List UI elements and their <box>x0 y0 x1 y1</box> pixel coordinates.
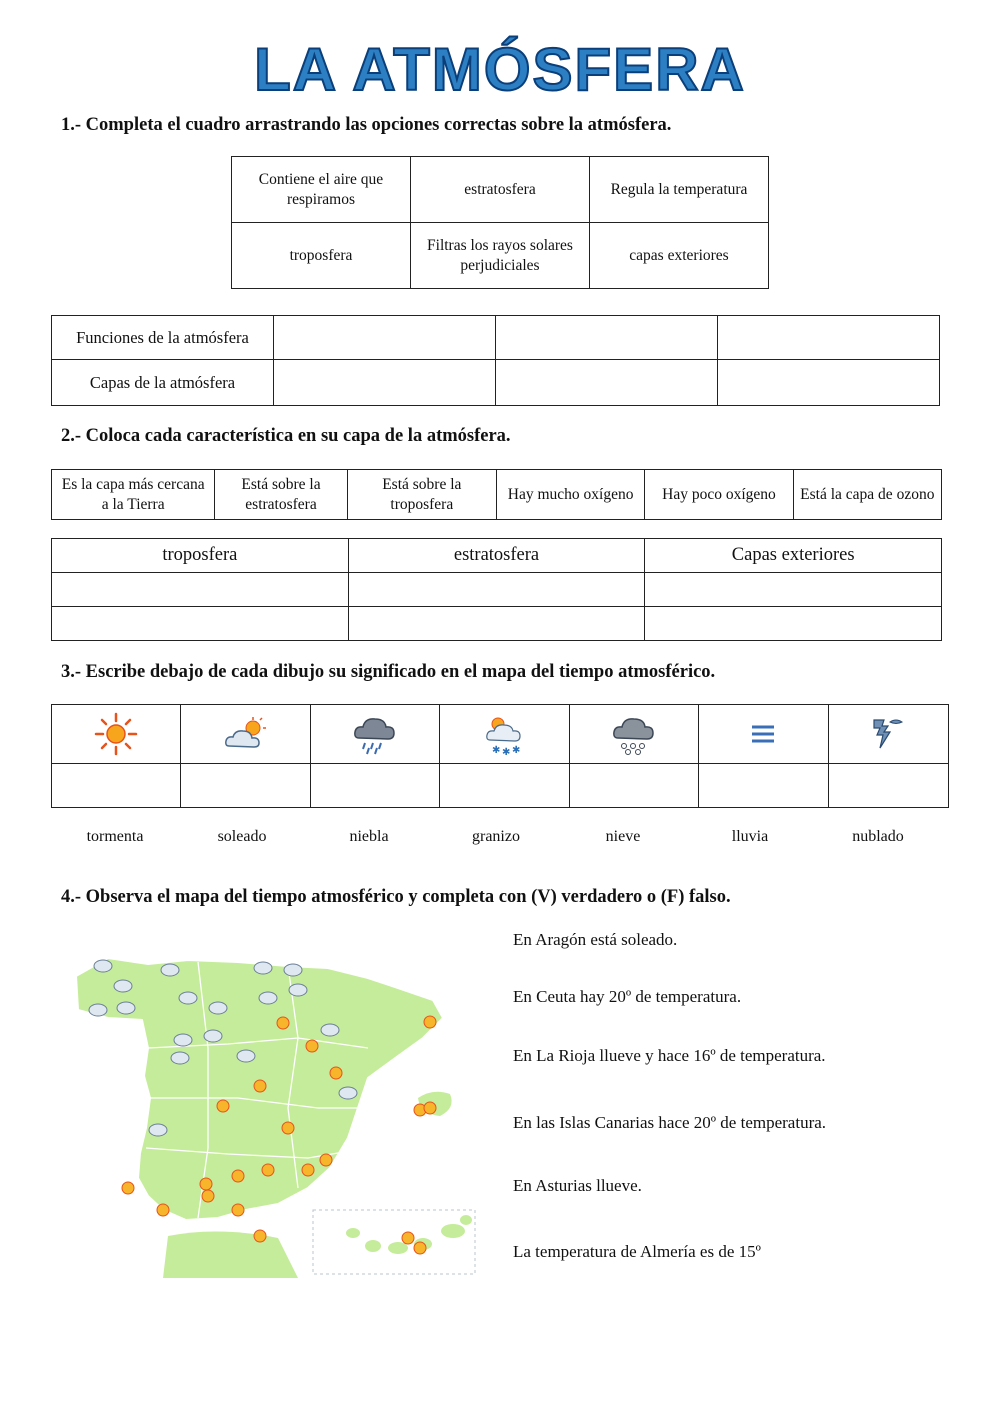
snow-sun-icon <box>482 712 528 756</box>
word-option[interactable]: soleado <box>217 828 267 845</box>
word-option[interactable]: niebla <box>349 828 389 845</box>
options-table-2 <box>51 469 942 520</box>
icon-cell <box>440 705 569 764</box>
row-label: Funciones de la atmósfera <box>52 316 274 360</box>
icon-cell <box>569 705 698 764</box>
column-header: estratosfera <box>348 539 645 573</box>
drop-cell[interactable] <box>52 573 349 607</box>
drop-cell[interactable] <box>718 360 940 406</box>
draggable-option[interactable]: Está sobre la estratosfera <box>215 470 347 520</box>
options-table-1 <box>231 156 769 289</box>
question-1-heading: 1.- Completa el cuadro arrastrando las opciones correctas sobre la atmósfera. <box>61 115 672 135</box>
word-option[interactable]: tormenta <box>86 828 144 845</box>
svg-text:✱: ✱ <box>511 745 520 756</box>
rain-cloud-icon <box>352 712 398 756</box>
statement: En las Islas Canarias hace 20º de temperatura. <box>513 1113 827 1132</box>
drop-cell[interactable] <box>645 573 942 607</box>
drop-cell[interactable] <box>274 316 496 360</box>
icon-cell <box>699 705 828 764</box>
page-title: LA ATMÓSFERA <box>254 36 746 103</box>
row-label: Capas de la atmósfera <box>52 360 274 406</box>
draggable-option[interactable]: Regula la temperatura <box>590 157 769 223</box>
word-option[interactable]: lluvia <box>731 828 769 845</box>
draggable-option[interactable]: Contiene el aire que respiramos <box>232 157 411 223</box>
draggable-option[interactable]: Hay poco oxígeno <box>645 470 793 520</box>
partly-cloudy-icon <box>223 716 269 752</box>
answer-table-2 <box>51 538 942 641</box>
drop-cell[interactable] <box>52 607 349 641</box>
word-option[interactable]: granizo <box>472 828 520 845</box>
svg-text:✱: ✱ <box>491 745 500 756</box>
statement: En Aragón está soleado. <box>513 930 678 949</box>
answer-table-1 <box>51 315 940 406</box>
drop-cell[interactable] <box>274 360 496 406</box>
statement: En La Rioja llueve y hace 16º de temperatura. <box>513 1046 826 1065</box>
column-header: troposfera <box>52 539 349 573</box>
statement: La temperatura de Almería es de 15º <box>513 1242 761 1261</box>
column-header: Capas exteriores <box>645 539 942 573</box>
icon-cell <box>310 705 439 764</box>
question-3-heading: 3.- Escribe debajo de cada dibujo su significado en el mapa del tiempo atmosférico. <box>61 662 716 682</box>
spain-weather-map <box>68 948 478 1278</box>
drop-cell[interactable] <box>348 573 645 607</box>
draggable-option[interactable]: troposfera <box>232 223 411 289</box>
draggable-option[interactable]: Es la capa más cercana a la Tierra <box>52 470 215 520</box>
write-cell[interactable] <box>569 764 698 808</box>
drop-cell[interactable] <box>645 607 942 641</box>
icon-cell <box>52 705 181 764</box>
storm-lightning-icon <box>870 716 906 752</box>
write-cell[interactable] <box>440 764 569 808</box>
svg-text:✱: ✱ <box>501 747 510 756</box>
icon-cell <box>181 705 310 764</box>
hail-cloud-icon <box>611 712 657 756</box>
drop-cell[interactable] <box>348 607 645 641</box>
draggable-option[interactable]: Filtras los rayos solares perjudiciales <box>411 223 590 289</box>
write-cell[interactable] <box>699 764 828 808</box>
fog-lines-icon <box>748 722 778 746</box>
statement: En Ceuta hay 20º de temperatura. <box>513 987 742 1006</box>
draggable-option[interactable]: Está la capa de ozono <box>793 470 941 520</box>
statement: En Asturias llueve. <box>513 1176 642 1195</box>
word-option[interactable]: nublado <box>852 828 904 845</box>
sun-icon <box>94 712 138 756</box>
write-cell[interactable] <box>52 764 181 808</box>
draggable-option[interactable]: capas exteriores <box>590 223 769 289</box>
write-cell[interactable] <box>310 764 439 808</box>
question-4-heading: 4.- Observa el mapa del tiempo atmosférico y completa con (V) verdadero o (F) falso. <box>61 887 731 907</box>
write-cell[interactable] <box>181 764 310 808</box>
draggable-option[interactable]: Hay mucho oxígeno <box>496 470 644 520</box>
drop-cell[interactable] <box>496 360 718 406</box>
canary-inset-frame <box>313 1210 475 1274</box>
draggable-option[interactable]: Está sobre la troposfera <box>347 470 496 520</box>
weather-icons-table <box>51 704 949 808</box>
drop-cell[interactable] <box>718 316 940 360</box>
drop-cell[interactable] <box>496 316 718 360</box>
africa-coast <box>163 1231 298 1278</box>
word-option[interactable]: nieve <box>605 828 641 845</box>
icon-cell <box>828 705 949 764</box>
write-cell[interactable] <box>828 764 949 808</box>
question-2-heading: 2.- Coloca cada característica en su capa de la atmósfera. <box>61 426 511 446</box>
draggable-option[interactable]: estratosfera <box>411 157 590 223</box>
